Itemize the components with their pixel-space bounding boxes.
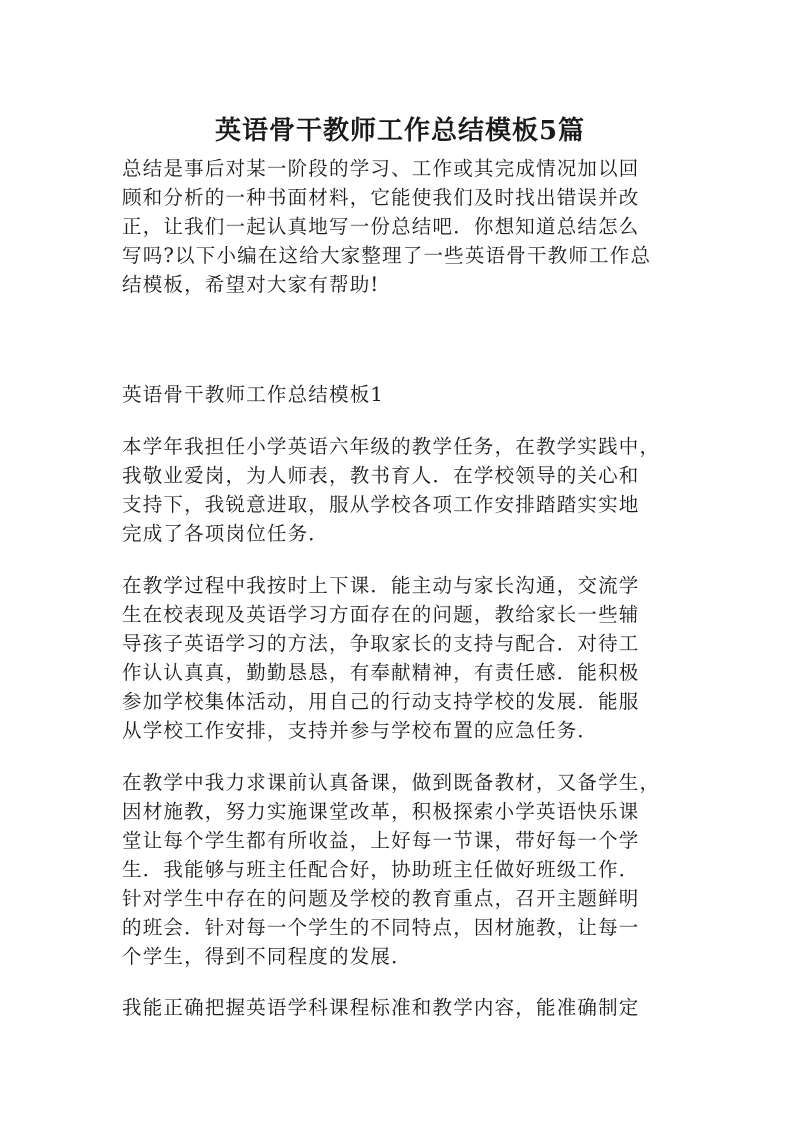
- text-line: 作认认真真，勤勤恳恳，有奉献精神，有责任感．能积极: [122, 661, 640, 684]
- text-line: 的班会．针对每一个学生的不同特点，因材施教，让每一: [122, 916, 640, 939]
- text-line: 个学生，得到不同程度的发展．: [122, 945, 412, 968]
- body-paragraph: [122, 768, 670, 971]
- text-line: 因材施教，努力实施课堂改革，积极探索小学英语快乐课: [122, 800, 640, 823]
- document-title: 英语骨干教师工作总结模板5篇: [214, 116, 586, 146]
- body-paragraph: [122, 571, 670, 745]
- text-line: 在教学过程中我按时上下课．能主动与家长沟通，交流学: [122, 574, 640, 597]
- text-line: 导孩子英语学习的方法，争取家长的支持与配合．对待工: [122, 632, 640, 655]
- text-line: 写吗?以下小编在这给大家整理了一些英语骨干教师工作总: [122, 244, 652, 267]
- text-line: 参加学校集体活动，用自己的行动支持学校的发展．能服: [122, 690, 640, 713]
- text-line: 本学年我担任小学英语六年级的教学任务，在教学实践中，: [122, 435, 661, 458]
- section-heading-text: 英语骨干教师工作总结模板1: [122, 383, 385, 406]
- body-paragraph: [122, 993, 670, 1022]
- text-line: 顾和分析的一种书面材料，它能使我们及时找出错误并改: [122, 186, 640, 209]
- text-line: 支持下，我锐意进取，服从学校各项工作安排踏踏实实地: [122, 493, 640, 516]
- text-line: 我敬业爱岗，为人师表，教书育人．在学校领导的关心和: [122, 464, 640, 487]
- text-line: 生．我能够与班主任配合好，协助班主任做好班级工作．: [122, 858, 640, 881]
- text-line: 正，让我们一起认真地写一份总结吧．你想知道总结怎么: [122, 215, 640, 238]
- text-line: 结模板，希望对大家有帮助!: [122, 273, 380, 296]
- text-line: 完成了各项岗位任务．: [122, 522, 330, 545]
- section-heading: [122, 380, 670, 409]
- text-line: 在教学中我力求课前认真备课，做到既备教材，又备学生，: [122, 771, 661, 794]
- text-line: 从学校工作安排，支持并参与学校布置的应急任务．: [122, 719, 599, 742]
- text-line: 堂让每个学生都有所收益，上好每一节课，带好每一个学: [122, 829, 640, 852]
- text-line: 我能正确把握英语学科课程标准和教学内容，能准确制定: [122, 996, 640, 1019]
- intro-paragraph: [122, 154, 670, 299]
- body-paragraph: [122, 432, 670, 548]
- text-line: 生在校表现及英语学习方面存在的问题，教给家长一些辅: [122, 603, 640, 626]
- text-line: 针对学生中存在的问题及学校的教育重点，召开主题鲜明: [122, 887, 640, 910]
- text-line: 总结是事后对某一阶段的学习、工作或其完成情况加以回: [122, 157, 640, 180]
